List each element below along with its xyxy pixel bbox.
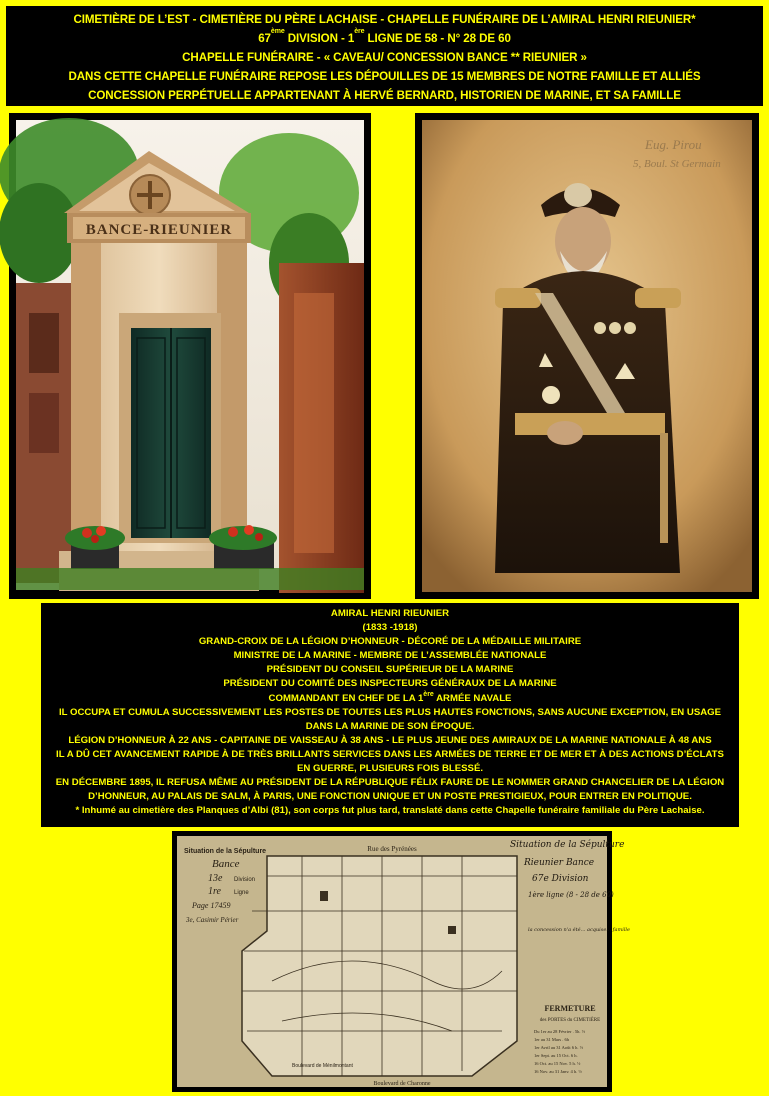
map-fermeture-row-6: 16 Nov. au 31 Janv. 4 h. ½ (534, 1069, 582, 1074)
header-line-3: CHAPELLE FUNÉRAIRE - « CAVEAU/ CONCESSION BANCE ** RIEUNIER » (182, 51, 587, 64)
cemetery-map (172, 831, 630, 1092)
bio-line-14: D’HONNEUR, AU PALAIS DE SALM, À PARIS, UNE FONCTION UNIQUE ET UN POSTE PRESTIGIEUX, POUR ENTRER EN POLITIQUE. (88, 791, 692, 803)
map-handwritten-4: 1ère ligne (8 - 28 de 60) (528, 891, 614, 899)
commandant-post: ARMÉE NAVALE (433, 692, 512, 704)
photographer-stamp-2: 5, Boul. St Germain (633, 158, 721, 170)
header-line-division (6, 29, 763, 48)
bio-line-3: GRAND-CROIX DE LA LÉGION D’HONNEUR - DÉCORÉ DE LA MÉDAILLE MILITAIRE (198, 636, 582, 648)
portrait-photo-frame (415, 113, 759, 599)
map-division-value: 13e (208, 873, 223, 884)
photographer-stamp-1: Eug. Pirou (645, 137, 702, 152)
bio-line-5: PRÉSIDENT DU CONSEIL SUPÉRIEUR DE LA MARINE (266, 664, 514, 676)
bio-line-11: IL A DÛ CET AVANCEMENT RAPIDE À DE TRÈS BRILLANTS SERVICES DANS LES ARMÉES DE TERRE ET DE MER ET À DES ACTIONS D’ÉCLATS (56, 748, 724, 760)
division-end: LIGNE DE 58 - N° 28 DE 60 (364, 32, 511, 45)
map-fermeture-row-3: 1er Avril au 31 Août 6 h. ½ (534, 1045, 584, 1050)
map-fermeture-row-4: 1er Sept. au 15 Oct. 6 h. (534, 1053, 578, 1058)
map-ligne-label: Ligne (234, 890, 249, 896)
commandant-pre: COMMANDANT EN CHEF DE LA 1 (268, 692, 424, 704)
map-handwritten-1: Situation de la Sépulture (510, 840, 625, 850)
bio-dates: (1833 -1918) (362, 622, 418, 634)
map-handwritten-2: Rieunier Bance (524, 858, 595, 868)
admiral-portrait (415, 113, 759, 599)
bio-line-10: LÉGION D’HONNEUR À 22 ANS - CAPITAINE DE VAISSEAU À 38 ANS - LE PLUS JEUNE DES AMIRAUX DE LA MARINE NATIONALE À 48 ANS (68, 734, 712, 746)
division-number: 67 (258, 32, 271, 45)
bio-line-9: DANS LA MARINE DE SON ÉPOQUE. (305, 720, 475, 732)
bio-commandant (41, 692, 739, 706)
chapel-inscription: BANCE-RIEUNIER (85, 222, 233, 238)
biography-panel (41, 603, 739, 827)
header-line-4: DANS CETTE CHAPELLE FUNÉRAIRE REPOSE LES DÉPOUILLES DE 15 MEMBRES DE NOTRE FAMILLE ET ALLIÉS (68, 70, 701, 83)
division-sup-1: ème (270, 28, 285, 35)
bio-name: AMIRAL HENRI RIEUNIER (330, 608, 450, 619)
cemetery-map-frame (172, 831, 630, 1092)
bio-line-8: IL OCCUPA ET CUMULA SUCCESSIVEMENT LES POSTES DE TOUTES LES PLUS HAUTES FONCTIONS, SANS AUCUNE EXCEPTION, EN USAGE (58, 706, 722, 718)
map-fermeture-sub: des PORTES du CIMETIÈRE (539, 1018, 601, 1023)
header-line-5: CONCESSION PERPÉTUELLE APPARTENANT À HERVÉ BERNARD, HISTORIEN DE MARINE, ET SA FAMILLE (88, 89, 681, 102)
header-banner (6, 6, 763, 106)
division-mid: DIVISION - 1 (284, 32, 355, 45)
bio-line-13: EN DÉCEMBRE 1895, IL REFUSA MÊME AU PRÉSIDENT DE LA RÉPUBLIQUE FÉLIX FAURE DE LE NOMMER GRAND CHANCELIER DE LA LÉGION (55, 777, 725, 789)
map-handwritten-5: la concession n'a été... acquise... famille (528, 927, 630, 933)
map-handwritten-3: 67e Division (532, 874, 589, 884)
bio-line-4: MINISTRE DE LA MARINE - MEMBRE DE L’ASSEMBLÉE NATIONALE (233, 650, 547, 662)
map-situation-title: Situation de la Sépulture (184, 848, 267, 855)
map-fermeture-title: FERMETURE (544, 1004, 596, 1013)
map-fermeture-row-1: Du 1er au 28 Février . 5h. ½ (534, 1029, 585, 1034)
map-fermeture-row-2: 1er au 31 Mars . 6h (534, 1037, 569, 1042)
map-street-bottom: Boulevard de Charonne (373, 1081, 431, 1087)
chapel-photo-frame (9, 113, 371, 599)
map-address: 3e, Casimir Périer (186, 916, 239, 924)
map-concession-name: Bance (212, 858, 240, 870)
bio-line-12: EN GUERRE, PLUSIEURS FOIS BLESSÉ. (296, 763, 484, 775)
division-sup-2: ère (354, 28, 365, 35)
map-gate-label: Boulevard de Ménilmontant (292, 1063, 353, 1069)
map-street-top: Rue des Pyrénées (367, 845, 417, 853)
chapel-photo (9, 113, 371, 599)
commandant-sup: ère (423, 690, 434, 698)
map-ligne-value: 1re (208, 886, 221, 897)
bio-footnote: * Inhumé au cimetière des Planques d’Albi (81), son corps fut plus tard, translaté dans cette Chapelle funéraire familiale du Père Lachaise. (75, 805, 705, 817)
header-line-1: CIMETIÈRE DE L’EST - CIMETIÈRE DU PÈRE LACHAISE - CHAPELLE FUNÉRAIRE DE L’AMIRAL HENRI RIEUNIER* (73, 13, 696, 26)
map-fermeture-row-5: 16 Oct. au 15 Nov. 5 h. ½ (534, 1061, 581, 1066)
map-page-label: Page 17459 (192, 901, 231, 910)
map-division-label: Division (234, 877, 256, 883)
bio-line-6: PRÉSIDENT DU COMITÉ DES INSPECTEURS GÉNÉRAUX DE LA MARINE (223, 678, 557, 690)
